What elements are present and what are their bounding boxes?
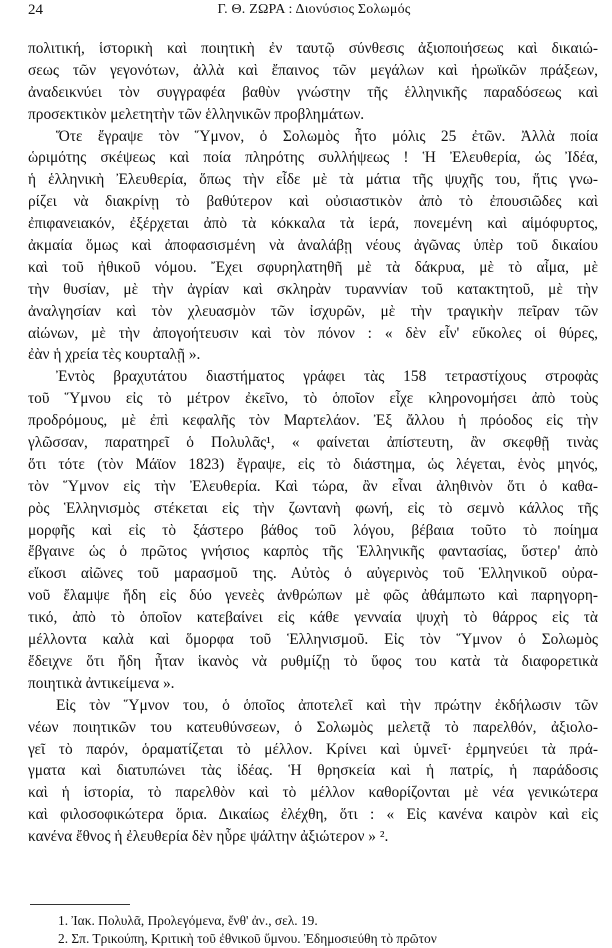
text-line: τοῦ Ὕμνου εἰς τὸ μέτρον ἐκεῖνο, τὸ ὁποῖον εἶχε κληρονομήσει ἀπὸ τοὺς	[28, 390, 598, 408]
text-line: Εἰς τὸν Ὕμνον του, ὁ ὁποῖος ἀποτελεῖ καὶ τὴν πρώτην ἐκδήλωσιν τῶν	[56, 696, 598, 714]
text-line: ὅτι τότε (τὸν Μάϊον 1823) ἔγραψε, εἰς τὸ διάστημα, ὡς λέγεται, ἑνὸς μηνός,	[28, 455, 598, 473]
text-line-italic-title: τὸν Ὕμνον εἰς τὴν Ἐλευθερία. Καὶ τώρα, ἂν εἶναι ἀληθινὸν ὅτι ὁ καθα-	[28, 477, 598, 495]
text-line: ρὸς Ἑλληνισμὸς στέκεται εἰς τὴν ζωντανὴ φωνή, εἰς τὸ σεμνὸ κάλλος τῆς	[28, 499, 598, 517]
text-line: νέων ποιητικῶν του κατευθύνσεων, ὁ Σολωμὸς μελετᾷ τὸ παρελθόν, ἀξιολο-	[28, 718, 598, 736]
text-line: ἔδειχνε ὅτι ἤδη ἦταν ἱκανὸς νὰ ρυθμίζῃ τὸ ὕφος του κατὰ τὰ διαφορετικὰ	[28, 652, 598, 670]
text-line: μορφῆς καὶ εἰς τὸ ξάστερο βάθος τοῦ λόγου, βέβαια τοῦτο τὸ ποίημα	[28, 521, 598, 539]
text-line: ἐπιφανειακόν, ἐξέρχεται ἀπὸ τὰ κόκκαλα τὰ ἱερά, πονεμένη καὶ αἱμόφυρτος,	[28, 215, 598, 233]
text-line: γματα καὶ διατυπώνει τὰς ἰδέας. Ἡ θρησκεία καὶ ἡ πατρίς, ἡ παράδοσις	[28, 762, 598, 780]
text-line: ὡριμότης σκέψεως καὶ ποία πληρότης συλλήψεως ! Ἡ Ἐλευθερία, ὡς Ἰδέα,	[28, 149, 598, 167]
footnote-divider	[30, 904, 130, 905]
page-header	[28, 2, 600, 22]
footnote-2: 2. Σπ. Τρικούπη, Κριτικὴ τοῦ ἐθνικοῦ ὕμνου. Ἐδημοσιεύθη τὸ πρῶτον	[58, 931, 437, 946]
text-line: μέλλοντα καλὰ καὶ ὅμορφα τοῦ Ἑλληνισμοῦ. Εἰς τὸν Ὕμνον ὁ Σολωμὸς	[28, 631, 598, 649]
text-line: γεῖ τὸ παρόν, ὁραματίζεται τὸ μέλλον. Κρίνει καὶ ὑμνεῖ· ἑρμηνεύει τὰ πρά-	[28, 740, 598, 758]
text-line: νοῦ ἔλαμψε ἤδη εἰς δύο γενεὲς ἀνθρώπων μὲ φῶς ἀθάμπωτο καὶ παρηγορη-	[28, 587, 598, 605]
text-line: αἰώνων, μὲ τὴν ἀπογοήτευσιν καὶ τὸν πόνον : « δὲν εἶν' εὔκολες οἱ θύρες,	[28, 324, 598, 342]
text-line: καὶ φιλοσοφικώτερα ὅρια. Δικαίως ἐλέχθη, ὅτι : « Εἰς κανένα καιρὸν καὶ εἰς	[28, 806, 598, 824]
text-line: ἡ ἑλληνικὴ Ἐλευθερία, ὅπως τὴν εἶδε μὲ τὰ μάτια τῆς ψυχῆς του, ἥτις γνω-	[28, 171, 598, 189]
page-number: 24	[28, 2, 43, 18]
text-line: καὶ ἡ ἱστορία, τὸ παρελθὸν καὶ τὸ μέλλον καθορίζονται μὲ νέα γενικώτερα	[28, 784, 598, 802]
text-line: Ὅτε ἔγραψε τὸν Ὕμνον, ὁ Σολωμὸς ἦτο μόλις 25 ἐτῶν. Ἀλλὰ ποία	[56, 127, 598, 145]
text-line: προδρόμους, μὲ ἐπὶ κεφαλῆς τὸν Μαρτελάον. Ἐξ ἄλλου ἡ πρόοδος εἰς τὴν	[28, 412, 598, 430]
text-line: ἐὰν ἡ χρεία τὲς κουρταλῇ ».	[28, 346, 201, 364]
text-line: Ἐντὸς βραχυτάτου διαστήματος γράφει τὰς 158 τετραστίχους στροφὰς	[56, 368, 598, 386]
footnotes	[58, 912, 598, 948]
text-line: ρίζει νὰ διακρίνῃ τὸ βαθύτερον καὶ οὐσιαστικὸν ἀπὸ τὸ ἐπουσιῶδες καὶ	[28, 193, 598, 211]
running-head: Γ. Θ. ΖΩΡΑ : Διονύσιος Σολωμός	[217, 2, 411, 17]
text-line: ἀναλγησίαν καὶ τὸν χλευασμὸν τῶν ἰσχυρῶν, μὲ τὴν τραγικὴν πεῖραν τῶν	[28, 302, 598, 320]
text-line: εἴκοσι αἰῶνες τοῦ μαρασμοῦ της. Αὐτὸς ὁ αὐγερινὸς τοῦ Ἑλληνικοῦ οὐρα-	[28, 565, 598, 583]
text-line: πολιτική, ἱστορικὴ καὶ ποιητικὴ ἐν ταυτῷ σύνθεσις ἀξιοποιήσεως καὶ δικαιώ-	[28, 40, 598, 57]
text-line: ἀναδεικνύει τὸν συγγραφέα βαθὺν γνώστην τῆς ἑλληνικῆς παραδόσεως καὶ	[28, 83, 598, 101]
text-line: καὶ τοῦ ἠθικοῦ νόμου. Ἔχει σφυρηλατηθῆ μὲ τὰ δάκρυα, μὲ τὸ αἷμα, μὲ	[28, 258, 598, 276]
text-line: τικό, ἀπὸ τὸ ὁποῖον κατεβαίνει εἰς κάθε γενναία ψυχὴ τὸ θάρρος εἰς τὰ	[28, 609, 598, 627]
text-line: ἀκμαία ὅμως καὶ ἀποφασισμένη νὰ ἀναλάβῃ νέους ἀγῶνας ὑπὲρ τοῦ δικαίου	[28, 237, 598, 255]
text-line: ποιητικὰ ἀντικείμενα ».	[28, 674, 175, 692]
footnote-1: 1. Ἰακ. Πολυλᾶ, Προλεγόμενα, ἔνθ' ἀν., σελ. 19.	[58, 913, 318, 928]
text-line: προσεκτικὸν μελετητὴν τῶν ἑλληνικῶν προβλημάτων.	[28, 105, 365, 123]
text-line: κανένα ἔθνος ἡ ἐλευθερία δὲν ηὗρε ψάλτην ἀξιώτερον » ².	[28, 828, 389, 846]
text-line: σεως τῶν γεγονότων, ἀλλὰ καὶ ἔπαινος τῶν μεγάλων καὶ ἡρωϊκῶν πράξεων,	[28, 61, 598, 79]
body-text	[28, 38, 598, 848]
text-line: ἔβγαινε ὡς ὁ πρῶτος γνήσιος καρπὸς τῆς Ἑλληνικῆς φαντασίας, ὕστερ' ἀπὸ	[28, 543, 598, 561]
text-line: τὴν θυσίαν, μὲ τὴν ἀγρίαν καὶ σκληρὰν τυραννίαν τοῦ κατακτητοῦ, μὲ τὴν	[28, 280, 598, 298]
text-line: γλῶσσαν, παρατηρεῖ ὁ Πολυλᾶς¹, « φαίνεται ἀπίστευτη, ἂν σκεφθῇ τινὰς	[28, 434, 598, 452]
